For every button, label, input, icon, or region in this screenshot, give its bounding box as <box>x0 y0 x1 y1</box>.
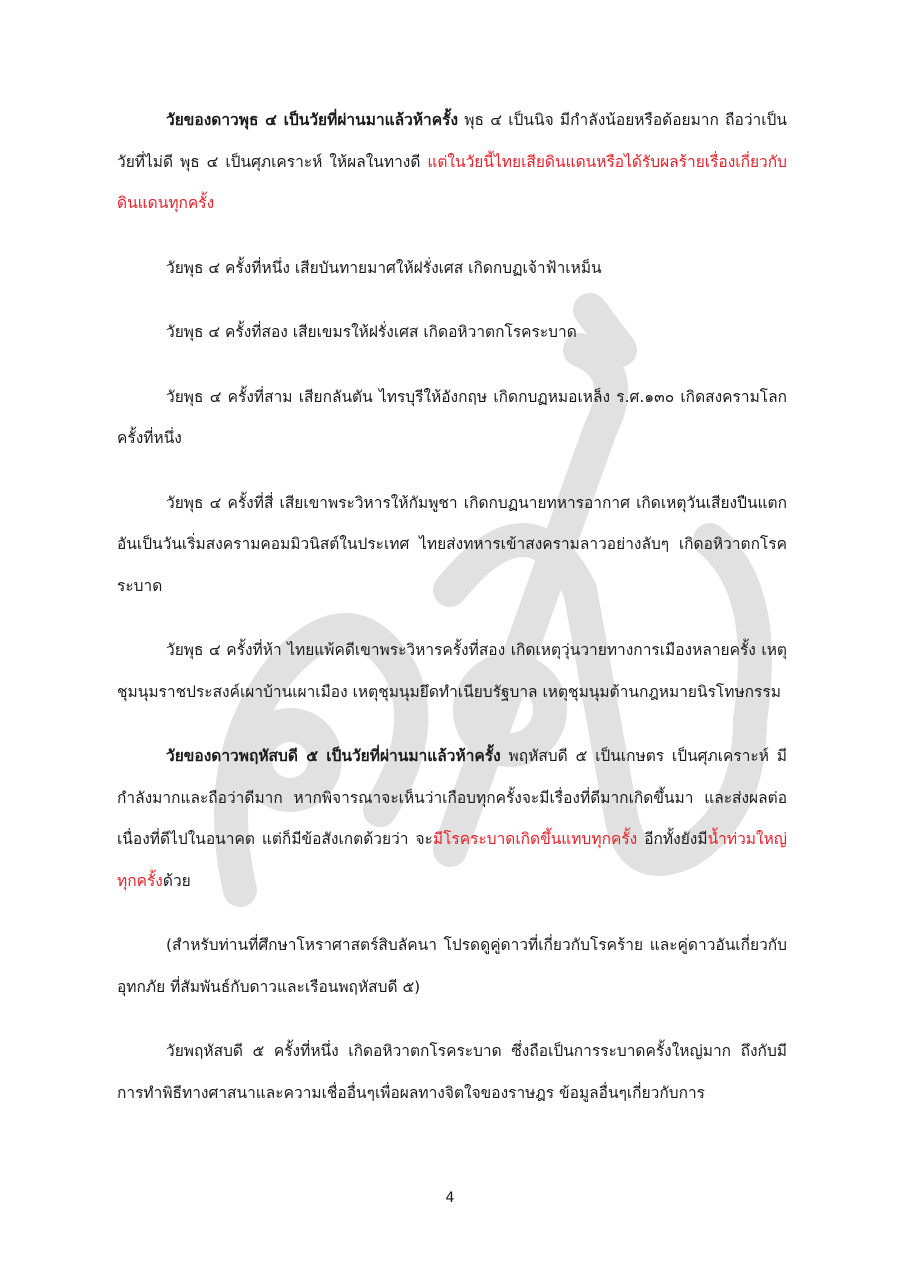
paragraph-mercury-age <box>117 100 787 225</box>
paragraph-text: ด้วย <box>162 871 191 890</box>
paragraph-text: วัยพุธ ๔ ครั้งที่หนึ่ง เสียบันทายมาศให้ฝรั่งเศส เกิดกบฏเจ้าฟ้าเหม็น <box>166 258 602 277</box>
paragraph-text: วัยพุธ ๔ ครั้งที่สี่ เสียเขาพระวิหารให้กัมพูชา เกิดกบฏนายทหารอากาศ เกิดเหตุวันเสียงปืนแตก อันเป็นวันเริ่มสงครามคอมมิวนิสต์ในประเทศ ไทยส่งทหารเข้าสงครามลาวอย่างลับๆ เกิดอหิวาตกโรคระบาด <box>117 493 787 595</box>
paragraph-mercury-first <box>117 248 787 290</box>
paragraph-text: วัยพฤหัสบดี ๕ ครั้งที่หนึ่ง เกิดอหิวาตกโรคระบาด ซึ่งถือเป็นการระบาดครั้งใหญ่มาก ถึงกับมีการทำพิธีทางศาสนาและความเชื่ออื่นๆเพื่อผลทางจิตใจของราษฎร ข้อมูลอื่นๆเกี่ยวกับการ <box>117 1042 787 1102</box>
highlight-text: น้ำท่วมใหญ่ทุกครั้ง <box>117 830 787 890</box>
paragraph-text: อีกทั้งยังมี <box>637 830 708 848</box>
paragraph-text: วัยพุธ ๔ ครั้งที่ห้า ไทยแพ้คดีเขาพระวิหารครั้งที่สอง เกิดเหตุวุ่นวายทางการเมืองหลายครั้ง เหตุชุมนุมราชประสงค์เผาบ้านเผาเมือง เหตุชุมนุมยึดทำเนียบรัฐบาล เหตุชุมนุมต้านกฎหมายนิรโทษกรรม <box>117 641 787 701</box>
paragraph-mercury-third <box>117 377 787 460</box>
paragraph-mercury-second <box>117 312 787 354</box>
paragraph-text: วัยพุธ ๔ ครั้งที่สอง เสียเขมรให้ฝรั่งเศส เกิดอหิวาตกโรคระบาด <box>166 323 577 341</box>
paragraph-text: พฤหัสบดี ๕ เป็นเกษตร เป็นศุภเคราะห์ มีกำลังมากและถือว่าดีมาก หากพิจารณาจะเห็นว่าเกือบทุกครั้งจะมีเรื่องที่ดีมากเกิดขึ้นมา และส่งผลต่อเนื่องที่ดีไปในอนาคต แต่ก็มีข้อสังเกตด้วยว่า จะ <box>117 747 787 848</box>
paragraph-jupiter-first <box>117 1031 787 1114</box>
paragraph-mercury-fifth <box>117 630 787 713</box>
paragraph-mercury-fourth <box>117 483 787 608</box>
paragraph-jupiter-age <box>117 736 787 902</box>
paragraph-note <box>117 925 787 1008</box>
paragraph-text: วัยพุธ ๔ ครั้งที่สาม เสียกลันตัน ไทรบุรีให้อังกฤษ เกิดกบฏหมอเหล็ง ร.ศ.๑๓๐ เกิดสงครามโลกครั้งที่หนึ่ง <box>117 387 787 447</box>
page-number: 4 <box>445 1190 455 1206</box>
heading-jupiter-age: วัยของดาวพฤหัสบดี ๕ เป็นวัยที่ผ่านมาแล้วห้าครั้ง <box>166 747 501 765</box>
heading-mercury-age: วัยของดาวพุธ ๔ เป็นวัยที่ผ่านมาแล้วห้าครั้ง <box>166 111 459 129</box>
paragraph-text: พุธ ๔ เป็นนิจ มีกำลังน้อยหรือด้อยมาก ถือว่าเป็นวัยที่ไม่ดี พุธ ๔ เป็นศุภเคราะห์ ให้ผลในทางดี <box>117 111 787 171</box>
highlight-text: แต่ในวัยนี้ไทยเสียดินแดนหรือได้รับผลร้ายเรื่องเกี่ยวกับดินแดนทุกครั้ง <box>117 152 787 212</box>
document-body <box>117 100 787 1137</box>
highlight-text: มีโรคระบาดเกิดขึ้นแทบทุกครั้ง <box>432 830 638 848</box>
paragraph-text: (สำหรับท่านที่ศึกษาโหราศาสตร์สิบลัคนา โปรดดูคู่ดาวที่เกี่ยวกับโรคร้าย และคู่ดาวอันเกี่ยวกับอุทกภัย ที่สัมพันธ์กับดาวและเรือนพฤหัสบดี ๕) <box>117 936 787 996</box>
